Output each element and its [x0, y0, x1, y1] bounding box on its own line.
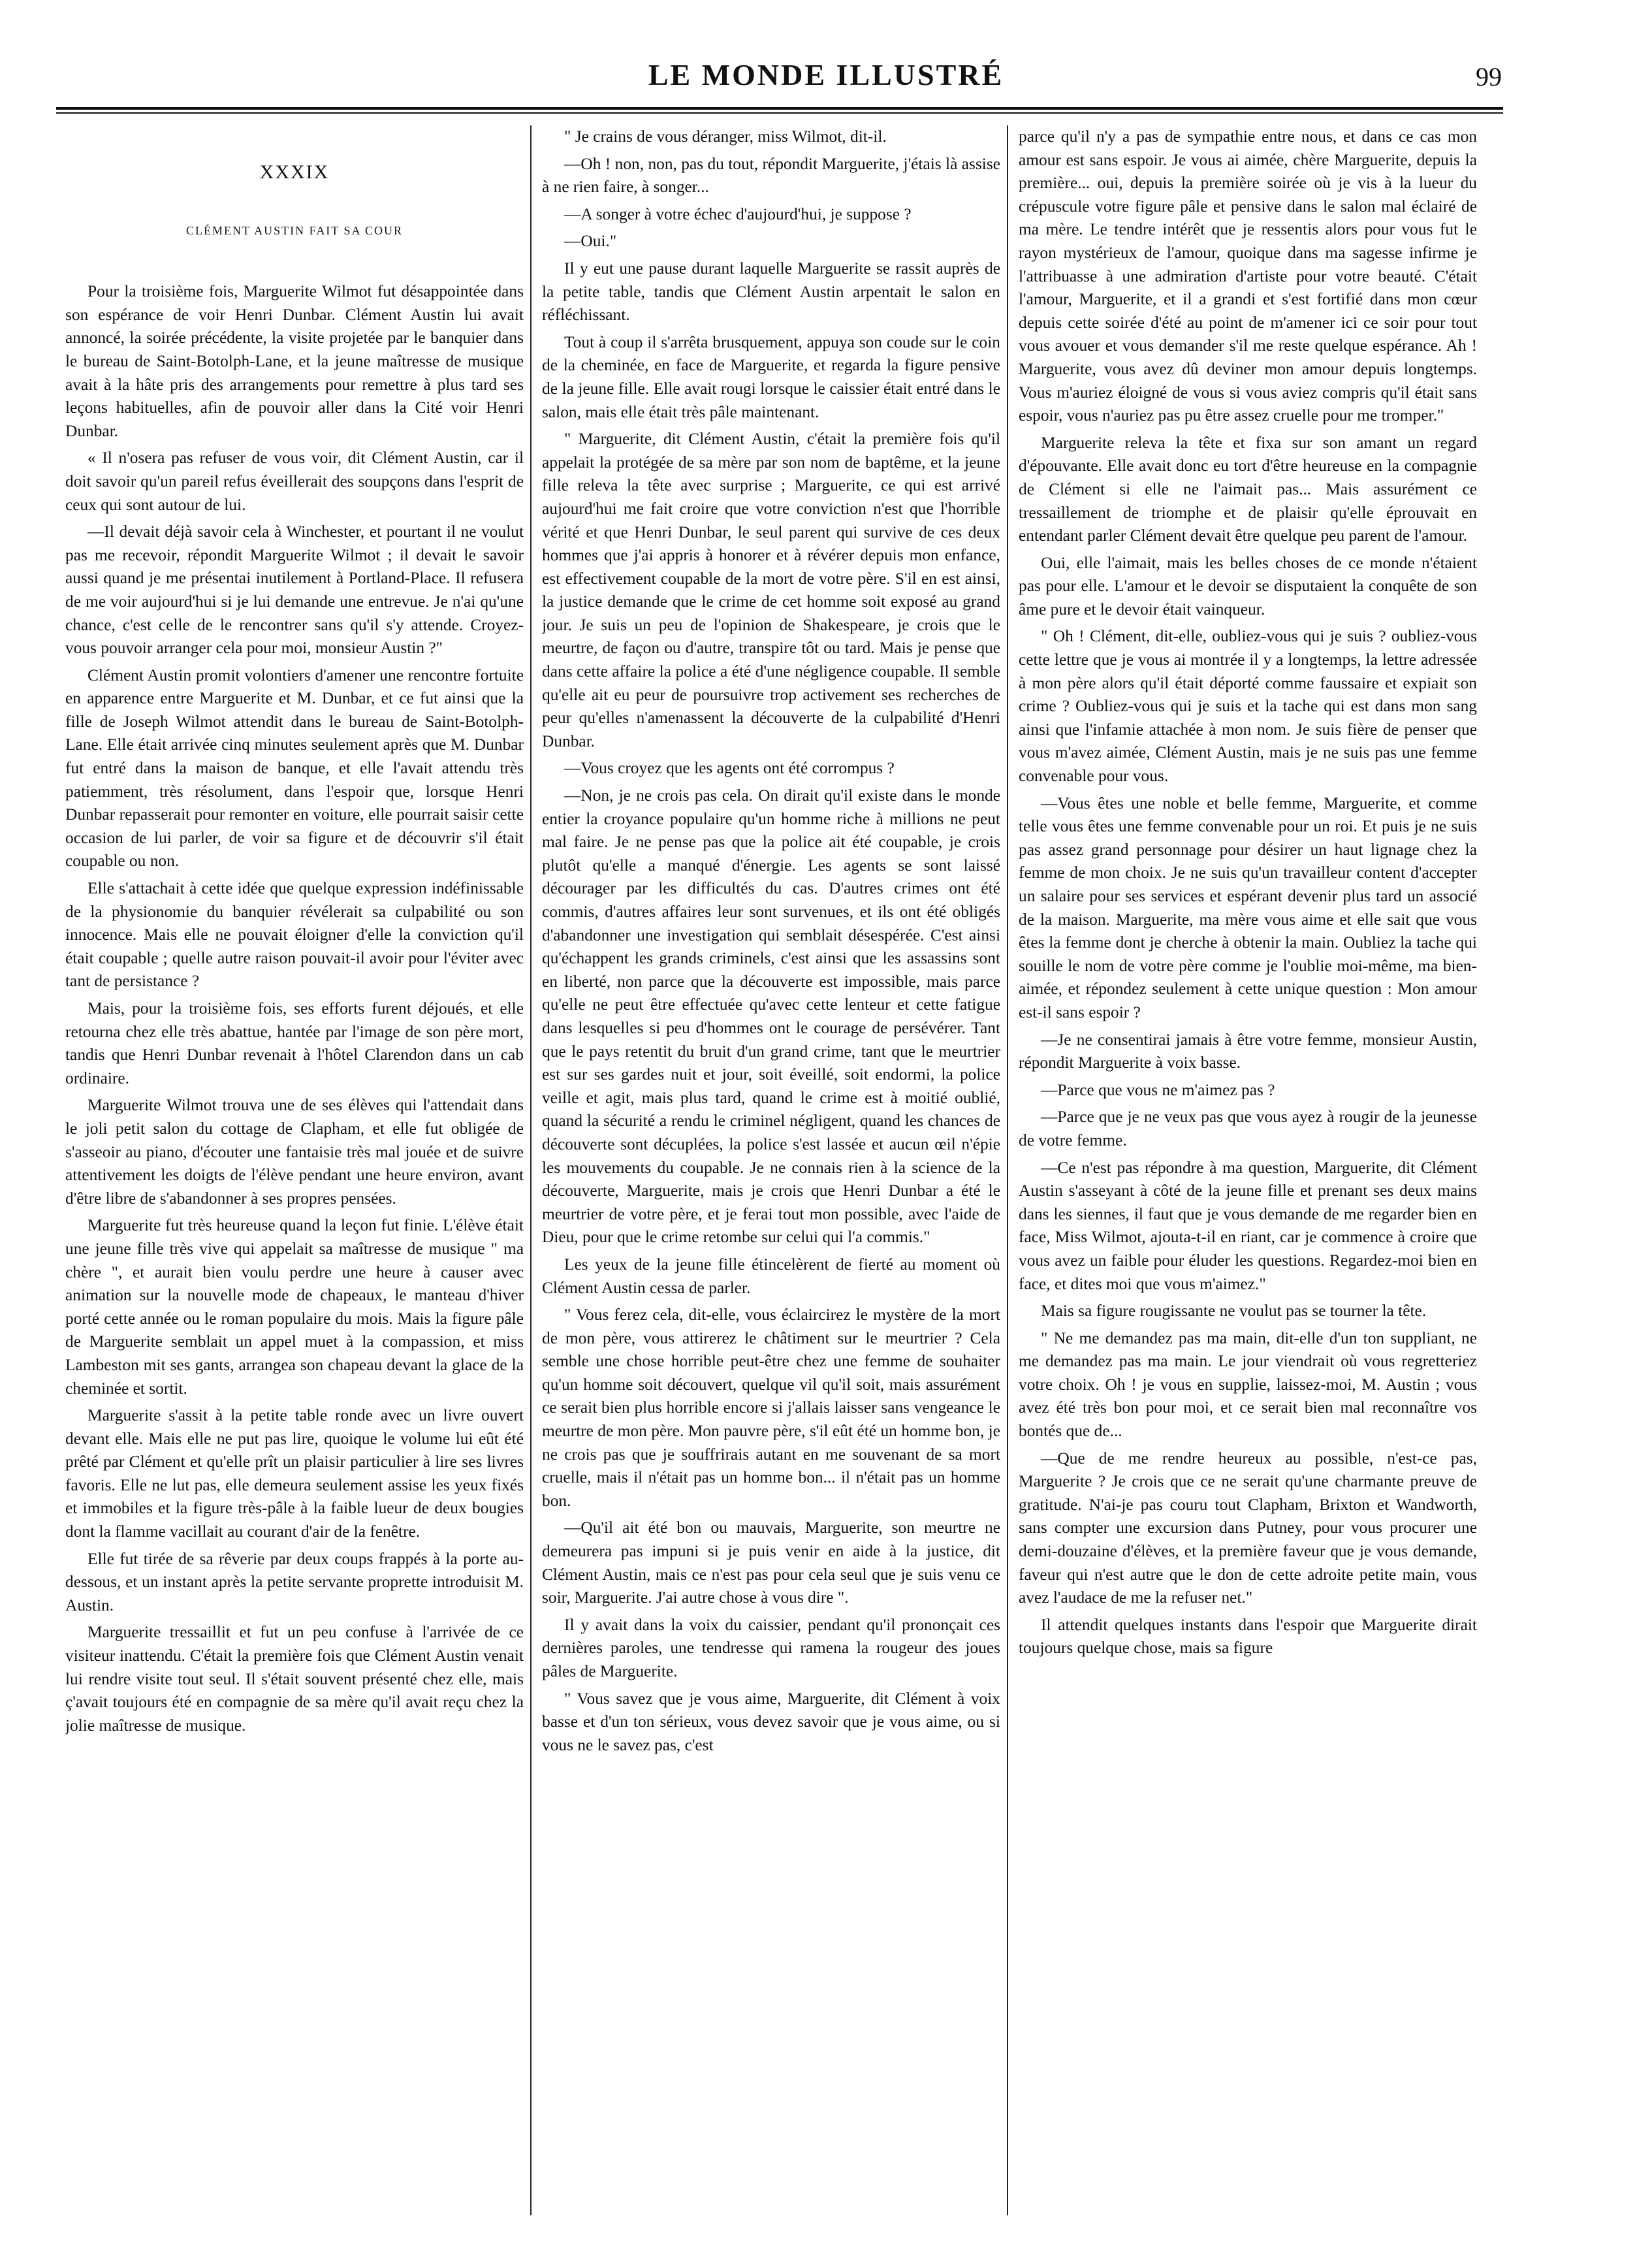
- header-rule-thick: [56, 107, 1503, 110]
- column-2-paragraphs: [542, 125, 1000, 1757]
- masthead-title: LE MONDE ILLUSTRÉ: [648, 58, 1004, 91]
- paragraph: Mais sa figure rougissante ne voulut pas se tourner la tête.: [1041, 1302, 1427, 1321]
- paragraph: Elle fut tirée de sa rêverie par deux coups frappés à la porte au-dessous, et un instant après la petite servante proprette introduisit M. Austin.: [65, 1549, 524, 1614]
- paragraph: « Il n'osera pas refuser de vous voir, dit Clément Austin, car il doit savoir qu'un pareil refus éveillerait des soupçons dans l'esprit de ceux qui sont autour de lui.: [65, 449, 524, 514]
- paragraph: —Parce que je ne veux pas que vous ayez à rougir de la jeunesse de votre femme.: [1019, 1108, 1477, 1149]
- paragraph: Marguerite tressaillit et fut un peu confuse à l'arrivée de ce visiteur inattendu. C'était la première fois que Clément Austin venait lui rendre visite tout seul. Il s'était souvent présenté chez elle, mais ç'avait toujours été en compagnie de sa mère qu'il avait reçu chez la jolie maîtresse de musique.: [65, 1623, 524, 1735]
- paragraph: " Oh ! Clément, dit-elle, oubliez-vous qui je suis ? oubliez-vous cette lettre que je vous ai montrée il y a longtemps, la lettre adressée à mon père alors qu'il était déporté comme faussaire et expiait son crime ? Oubliez-vous qui je suis et la tache qui est dans mon sang ainsi que l'infamie attachée à mon nom. Je suis fière de penser que vous m'avez aimée, Clément Austin, mais je ne suis pas une femme convenable pour vous.: [1019, 627, 1477, 786]
- paragraph: " Ne me demandez pas ma main, dit-elle d'un ton suppliant, ne me demandez pas ma main. Le jour viendrait où vous regretteriez votre choix. Oh ! je vous en supplie, laissez-moi, M. Austin ; vous avez été très bon pour moi, et ce serait bien mal reconnaître vos bontés que de...: [1019, 1328, 1477, 1441]
- paragraph: —Vous êtes une noble et belle femme, Marguerite, et comme telle vous êtes une femme convenable pour un roi. Et puis je ne suis pas assez grand personnage pour désirer un haut lignage chez la femme de mon choix. Je ne suis qu'un travailleur content d'accepter un salaire pour ses services et espérant devenir plus tard un associé de la maison. Marguerite, ma mère vous aime et elle sait que vous êtes la femme dont je cherche à obtenir la main. Oubliez la tache qui souille le nom de votre père comme je l'oublie moi-même, ma bien-aimée, et répondez seulement à cette unique question : Mon amour est-il sans espoir ?: [1019, 794, 1477, 1021]
- paragraph: —Parce que vous ne m'aimez pas ?: [1041, 1080, 1275, 1099]
- paragraph: —Il devait déjà savoir cela à Winchester, et pourtant il ne voulut pas me recevoir, répondit Marguerite Wilmot ; il devait le savoir aussi quand je me présentai inutilement à Portland-Place. Il refusera de me voir aujourd'hui si je lui demande une entrevue. Je n'ai qu'une chance, c'est celle de le rencontrer sans qu'il s'y attende. Croyez-vous pouvoir arranger cela pour moi, monsieur Austin ?": [65, 522, 524, 658]
- paragraph: Les yeux de la jeune fille étincelèrent de fierté au moment où Clément Austin cessa de parler.: [542, 1255, 1000, 1297]
- paragraph: Oui, elle l'aimait, mais les belles choses de ce monde n'étaient pas pour elle. L'amour et le devoir se disputaient la conquête de son âme pure et le devoir était vainqueur.: [1019, 553, 1477, 618]
- chapter-subtitle: CLÉMENT AUSTIN FAIT SA COUR: [185, 223, 404, 237]
- paragraph: Pour la troisième fois, Marguerite Wilmot fut désappointée dans son espérance de voir Henri Dunbar. Clément Austin lui avait annoncé, la soirée précédente, la visite projetée par le banquier dans le bureau de Saint-Botolph-Lane, et la jeune maîtresse de musique avait à la hâte pris des arrangements pour remettre à plus tard ses leçons habituelles, afin de pouvoir aller dans la Cité voir Henri Dunbar.: [65, 282, 524, 440]
- paragraph: —Vous croyez que les agents ont été corrompus ?: [564, 759, 895, 778]
- paragraph: Marguerite Wilmot trouva une de ses élèves qui l'attendait dans le joli petit salon du cottage de Clapham, et elle fut obligée de s'asseoir au piano, d'écouter une fantaisie très mal jouée et de suivre attentivement les doigts de l'élève pendant une heure environ, avant d'être libre de s'abandonner à ses propres pensées.: [65, 1096, 524, 1208]
- page-number: 99: [1476, 62, 1502, 91]
- column-divider-1: [530, 125, 532, 2215]
- column-3-paragraphs: [1019, 125, 1477, 1660]
- paragraph: Elle s'attachait à cette idée que quelque expression indéfinissable de la physionomie du banquier révélerait sa culpabilité ou son innocence. Mais elle ne pouvait éloigner d'elle la conviction qu'il était coupable ; quelle autre raison pouvait-il avoir pour l'éviter avec tant de persistance ?: [65, 879, 524, 991]
- paragraph: Marguerite s'assit à la petite table ronde avec un livre ouvert devant elle. Mais elle ne put pas lire, quoique le volume lui eût été prêté par Clément et qu'elle prît un plaisir particulier à lire ses livres favoris. Elle ne lut pas, elle demeura seulement assise les yeux fixés et immobiles et la figure très-pâle à la faible lueur de deux bougies dont la flamme vacillait au courant d'air de la fenêtre.: [65, 1406, 524, 1541]
- column-divider-2: [1007, 125, 1008, 2215]
- paragraph: —Que de me rendre heureux au possible, n'est-ce pas, Marguerite ? Je crois que ce ne serait qu'une charmante preuve de gratitude. N'ai-je pas couru tout Clapham, Brixton et Wandworth, sans compter une excursion dans Putney, pour vous procurer une demi-douzaine d'élèves, et la première faveur que je vous demande, faveur qui n'est autre que le don de cette adroite petite main, vous avez l'audace de me la refuser net.": [1019, 1449, 1477, 1607]
- chapter-number: XXXIX: [259, 161, 330, 183]
- paragraph: " Vous savez que je vous aime, Marguerite, dit Clément à voix basse et d'un ton sérieux, vous devez savoir que je vous aime, ou si vous ne le savez pas, c'est: [542, 1689, 1000, 1754]
- paragraph: Il y eut une pause durant laquelle Marguerite se rassit auprès de la petite table, tandis que Clément Austin arpentait le salon en réfléchissant.: [542, 259, 1000, 325]
- paragraph: Il y avait dans la voix du caissier, pendant qu'il prononçait ces dernières paroles, une tendresse qui ramena la rougeur des joues pâles de Marguerite.: [542, 1615, 1000, 1680]
- paragraph: Marguerite releva la tête et fixa sur son amant un regard d'épouvante. Elle avait donc eu tort d'être heureuse en la compagnie de Clément si elle ne l'aimait pas... Mais assurément ce tressaillement de triomphe et de plaisir qu'elle éprouvait en entendant parler Clément devait être quelque peu parent de l'amour.: [1019, 433, 1477, 545]
- text-column-1: [65, 125, 524, 2222]
- paragraph: " Marguerite, dit Clément Austin, c'était la première fois qu'il appelait la protégée de sa mère par son nom de baptême, et la jeune fille releva la tête avec surprise ; Marguerite, ce qui est arrivé aujourd'hui me fait croire que votre conviction n'est que l'horrible vérité et que Henri Dunbar, le seul parent qui survive de ces deux hommes que j'ai appris à honorer et à révérer depuis mon enfance, est effectivement coupable de la mort de votre père. S'il en est ainsi, la justice demande que le crime de cet homme soit exposé au grand jour. Je suis un peu de l'opinion de Shakespeare, je crois que le meurtre, de façon ou d'autre, transpire tôt ou tard. Mais je pense que dans cette affaire la police a été d'une négligence coupable. Il semble qu'elle ait eu peur de poursuivre trop activement ses recherches de peur qu'elles n'amenassent la découverte de la culpabilité d'Henri Dunbar.: [542, 430, 1000, 750]
- paragraph: Tout à coup il s'arrêta brusquement, appuya son coude sur le coin de la cheminée, en face de Marguerite, et regarda la figure pensive de la jeune fille. Elle avait rougi lorsque le caissier était entré dans le salon, mais elle était très pâle maintenant.: [542, 332, 1000, 421]
- paragraph: —Oh ! non, non, pas du tout, répondit Marguerite, j'étais là assise à ne rien faire, à songer...: [542, 154, 1000, 197]
- text-column-3: [1019, 125, 1477, 2222]
- paragraph: Il attendit quelques instants dans l'espoir que Marguerite dirait toujours quelque chose, mais sa figure: [1019, 1615, 1477, 1658]
- paragraph: —A songer à votre échec d'aujourd'hui, je suppose ?: [564, 204, 912, 223]
- paragraph: —Non, je ne crois pas cela. On dirait qu'il existe dans le monde entier la croyance populaire qu'un homme riche à millions ne peut mal faire. Je ne pense pas que la police ait été coupable, je crois plutôt qu'elle a manqué d'énergie. Les agents se sont laissé décourager par les difficultés du cas. D'autres crimes ont été commis, d'autres affaires leur sont survenues, et ils ont été obligés d'abandonner une investigation qui semblait désespérée. C'est ainsi qu'échappent les grands criminels, c'est ainsi que les assassins sont en liberté, non parce que la découverte est impossible, mais parce qu'elle ne peut être effectuée qu'avec cette lenteur et cette fatigue dans lesquelles si peu d'hommes ont le courage de persévérer. Tant que le pays retentit du bruit d'un grand crime, tant que le meurtrier est sur ses gardes nuit et jour, soit éveillé, soit endormi, la police veille et agit, mais plus tard, quand le crime est à moitié oublié, quand la sécurité a rendu le criminel négligent, quand les chances de découverte sont décuplées, la police s'est lassée et aucun œil n'épie les mouvements du coupable. Je ne connais rien à la science de la découverte, Marguerite, mais je crois que Henri Dunbar a été le meurtrier de votre père, et je ferai tout mon possible, avec l'aide de Dieu, pour que le crime retombe sur celui qui l'a commis.": [542, 786, 1000, 1247]
- text-column-2: [542, 125, 1000, 2222]
- paragraph: —Qu'il ait été bon ou mauvais, Marguerite, son meurtre ne demeurera pas impuni si je puis venir en aide à la justice, dit Clément Austin, mais ce n'est pas pour cela seul que je suis venu ce soir, Marguerite. J'ai autre chose à vous dire ".: [542, 1518, 1000, 1607]
- paragraph: —Oui.": [564, 232, 617, 251]
- header-rule-thin: [56, 112, 1503, 114]
- paragraph: Clément Austin promit volontiers d'amener une rencontre fortuite en apparence entre Marguerite et M. Dunbar, et ce fut ainsi que la fille de Joseph Wilmot attendit dans le bureau de Saint-Botolph-Lane. Elle était arrivée cinq minutes seulement après que M. Dunbar fut entré dans la maison de banque, et elle l'avait attendu très patiemment, très résolument, dans l'espoir que, lorsque Henri Dunbar repasserait pour remonter en voiture, elle pourrait saisir cette occasion de lui parler, de voir sa figure et de découvrir s'il était coupable ou non.: [65, 666, 524, 871]
- paragraph: " Je crains de vous déranger, miss Wilmot, dit-il.: [564, 127, 887, 146]
- paragraph: —Je ne consentirai jamais à être votre femme, monsieur Austin, répondit Marguerite à voix basse.: [1019, 1030, 1477, 1072]
- paragraph: Mais, pour la troisième fois, ses efforts furent déjoués, et elle retourna chez elle très abattue, hantée par l'image de son père mort, tandis que Henri Dunbar revenait à l'hôtel Clarendon dans un cab ordinaire.: [65, 999, 524, 1087]
- paragraph: " Vous ferez cela, dit-elle, vous éclaircirez le mystère de la mort de mon père, vous attirerez le châtiment sur le meurtrier ? Cela semble une chose horrible peut-être chez une femme de souhaiter qu'un homme soit découvert, quelque vil qu'il soit, mais assurément ce serait bien plus horrible encore si j'allais laisser sans vengeance le meurtre de mon père. Mon pauvre père, s'il eût été un homme bon, je ne crois pas que je souffrirais autant en me souvenant de sa mort cruelle, mais il n'était pas un homme bon... il n'était pas un homme bon.: [542, 1306, 1000, 1510]
- paragraph: —Ce n'est pas répondre à ma question, Marguerite, dit Clément Austin s'asseyant à côté de la jeune fille et prenant ses deux mains dans les siennes, il faut que je vous demande de me regarder bien en face, Miss Wilmot, ajouta-t-il en riant, car je commence à croire que vous avez un faible pour éluder les questions. Regardez-moi bien en face, et dites moi que vous m'aimez.": [1019, 1158, 1477, 1293]
- paragraph: parce qu'il n'y a pas de sympathie entre nous, et dans ce cas mon amour est sans espoir. Je vous ai aimée, chère Marguerite, depuis la première... oui, depuis la première soirée où je vis à la lueur du crépuscule votre figure pâle et pensive dans le salon mal éclairé de ma mère. Le tendre intérêt que je ressentis alors pour vous fut le rayon mystérieux de l'amour, quoique dans ma sagesse infirme je l'attribuasse à une admiration d'artiste pour votre beauté. C'était l'amour, Marguerite, et il a grandi et s'est fortifié dans mon cœur depuis cette soirée d'été au point de m'amener ici ce soir pour tout vous avouer et vous demander s'il me reste quelque espérance. Ah ! Marguerite, vous avez dû deviner mon amour depuis longtemps. Vous m'auriez éloigné de vous si vous aviez compris qu'il était sans espoir, vous n'auriez pas pu être assez cruelle pour me tromper.": [1019, 127, 1477, 425]
- column-1-paragraphs: [65, 280, 524, 1737]
- paragraph: Marguerite fut très heureuse quand la leçon fut finie. L'élève était une jeune fille très vive qui appelait sa maîtresse de musique " ma chère ", et aurait bien voulu perdre une heure à causer avec animation sur la nouvelle mode de chapeaux, le manteau d'hiver porté cette année ou le roman populaire du mois. Mais la figure pâle de Marguerite semblait un appel muet à la compassion, et miss Lambeston mit ses gants, arrangea son chapeau devant la glace de la cheminée et sortit.: [65, 1216, 524, 1398]
